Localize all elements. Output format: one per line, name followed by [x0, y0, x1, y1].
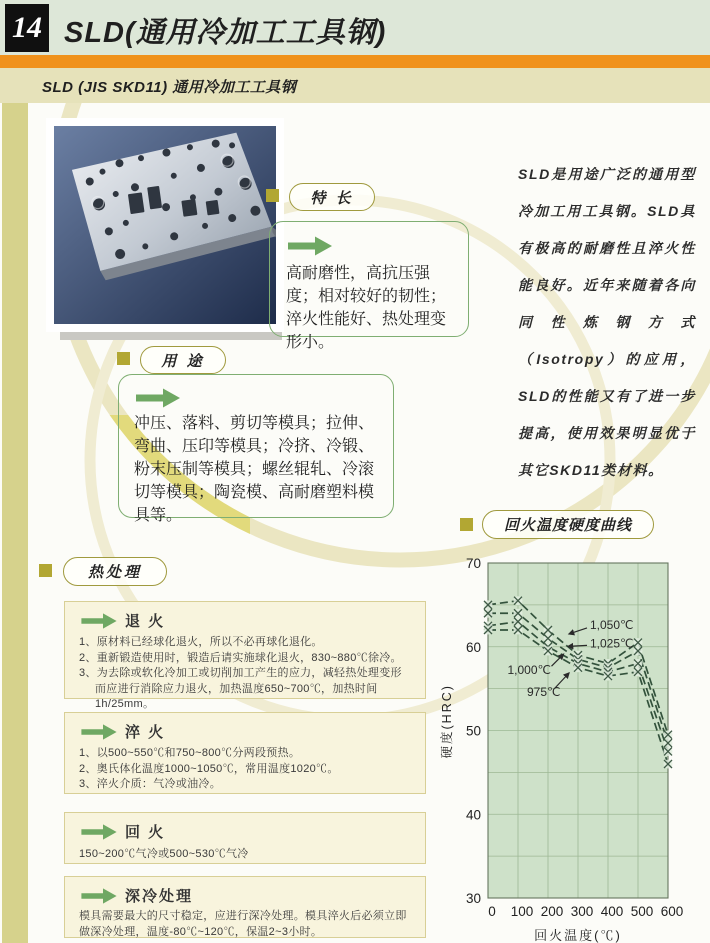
annealing-item: 3、为去除或软化冷加工或切削加工产生的应力，减轻热处理变形而应进行消除应力退火，加热温度650~700℃，加热时间1h/25mm。: [79, 667, 402, 710]
svg-text:1,000℃: 1,000℃: [507, 663, 552, 678]
chart-label: 回火温度硬度曲线: [503, 517, 632, 534]
intro-paragraph: SLD是用途广泛的通用型冷加工用工具钢。SLD具有极高的耐磨性且淬火性能良好。近年来随着各向同性炼钢方式（Isotropy）的应用，SLD的性能又有了进一步提高，使用效果明显优于其它SKD11类材料。: [518, 166, 696, 478]
svg-text:300: 300: [570, 904, 594, 919]
green-arrow-icon: [81, 824, 117, 840]
quenching-item: 1、以500~550℃和750~800℃分两段预热。: [79, 747, 301, 759]
heat-treatment-bullet-square: [39, 564, 52, 577]
annealing-item: 1、原材料已经球化退火，所以不必再球化退化。: [79, 636, 323, 648]
chart-bullet-square: [460, 518, 473, 531]
page-number-box: [5, 4, 49, 52]
tempering-text: 150~200℃气冷或500~530℃气冷: [79, 848, 249, 860]
quenching-title: 淬 火: [125, 724, 166, 741]
die-plate-illustration: [54, 126, 276, 324]
page-number: 14: [12, 11, 42, 44]
green-arrow-icon: [81, 724, 117, 740]
svg-text:40: 40: [465, 807, 481, 823]
svg-text:1,025℃: 1,025℃: [590, 636, 634, 651]
page-title: SLD(通用冷加工工具钢): [64, 17, 387, 49]
quenching-item: 2、奥氏体化温度1000~1050℃，常用温度1020℃。: [79, 762, 339, 775]
svg-text:50: 50: [465, 723, 481, 739]
tempering-title: 回 火: [125, 824, 166, 841]
features-label: 特 长: [310, 189, 354, 207]
svg-text:60: 60: [465, 639, 481, 655]
uses-text: 冲压、落料、剪切等模具；拉伸、弯曲、压印等模具；冷挤、冷锻、粉末压制等模具；螺丝辊轧、冷滚切等模具；陶瓷模、高耐磨塑料模具等。: [134, 415, 375, 524]
photo-shadow: [60, 332, 282, 340]
subzero-text: 模具需要最大的尺寸稳定，应进行深冷处理。模具淬火后必须立即做深冷处理，温度-80℃~120℃，保温2~3小时。: [79, 910, 407, 938]
svg-text:500: 500: [630, 904, 654, 919]
uses-label-pill: [140, 346, 226, 374]
quenching-item: 3、淬火介质：气冷或油冷。: [79, 778, 222, 790]
hardness-chart: [438, 552, 710, 943]
die-plate-photo: [46, 118, 284, 332]
page-subtitle: SLD (JIS SKD11) 通用冷加工工具钢: [42, 79, 297, 96]
svg-text:400: 400: [600, 904, 624, 919]
svg-text:100: 100: [510, 904, 534, 919]
svg-text:975℃: 975℃: [527, 684, 561, 699]
uses-label: 用 途: [161, 352, 205, 370]
svg-text:1,050℃: 1,050℃: [590, 617, 634, 632]
heat-treatment-label-pill: [63, 557, 167, 586]
features-bullet-square: [266, 189, 279, 202]
green-arrow-icon: [81, 888, 117, 904]
subzero-box: [64, 876, 426, 938]
svg-text:回火温度(℃): 回火温度(℃): [534, 928, 622, 943]
features-text: 高耐磨性，高抗压强度；相对较好的韧性；淬火性能好、热处理变形小。: [286, 265, 447, 351]
subzero-title: 深冷处理: [125, 888, 194, 905]
uses-bullet-square: [117, 352, 130, 365]
heat-treatment-label: 热处理: [87, 564, 142, 581]
svg-text:600: 600: [660, 904, 684, 919]
tempering-box: [64, 812, 426, 864]
chart-label-pill: [482, 510, 654, 539]
orange-divider-bar: [0, 55, 710, 68]
quenching-box: [64, 712, 426, 794]
green-arrow-icon: [288, 236, 332, 256]
left-margin-stripe: [2, 103, 28, 943]
svg-text:硬度(HRC): 硬度(HRC): [440, 684, 454, 759]
annealing-item: 2、重新锻造使用时，锻造后请实施球化退火，830~880℃徐冷。: [79, 651, 402, 664]
green-arrow-icon: [81, 613, 117, 629]
annealing-box: [64, 601, 426, 710]
features-label-pill: [289, 183, 375, 211]
svg-text:30: 30: [465, 891, 481, 906]
svg-text:0: 0: [488, 904, 496, 919]
green-arrow-icon: [136, 388, 180, 408]
svg-text:200: 200: [540, 904, 564, 919]
svg-text:70: 70: [465, 556, 481, 571]
annealing-title: 退 火: [125, 613, 166, 630]
